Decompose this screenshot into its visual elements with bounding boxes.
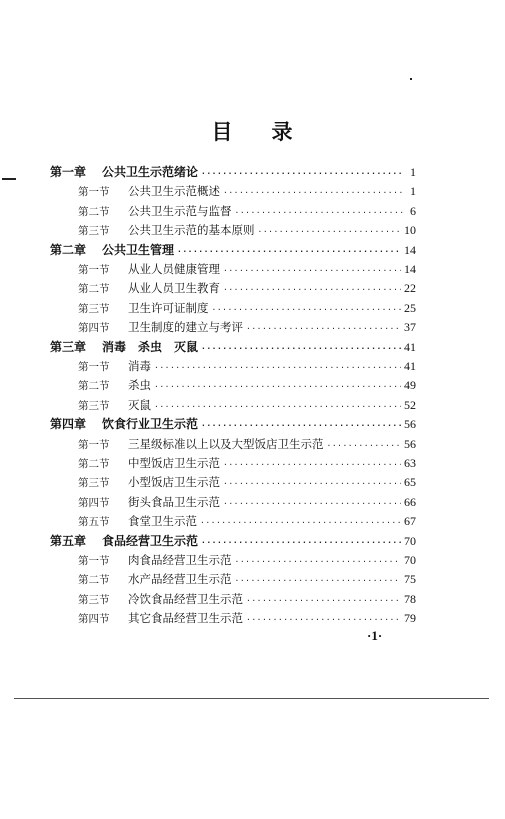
toc-section-row <box>78 320 416 336</box>
toc-section-row <box>78 495 416 511</box>
page-ref: 14 <box>404 262 416 276</box>
section-label: 第五节 <box>78 516 110 528</box>
page-ref: 70 <box>404 534 416 548</box>
leader-dots <box>223 497 401 511</box>
page-ref: 79 <box>404 611 416 625</box>
section-title: 三星级标准以上以及大型饭店卫生示范 <box>128 437 324 451</box>
section-label: 第二节 <box>78 574 110 586</box>
page-ref: 52 <box>404 398 416 412</box>
toc-section-row <box>78 437 416 453</box>
section-label: 第一节 <box>78 555 110 567</box>
toc-section-row <box>78 262 416 278</box>
toc-section-row <box>78 611 416 627</box>
section-title: 从业人员卫生教育 <box>128 281 220 295</box>
page-ref: 6 <box>410 204 416 218</box>
toc-section-row <box>78 592 416 608</box>
toc-chapter-row <box>50 243 416 259</box>
page-ref: 56 <box>404 417 416 431</box>
section-label: 第一节 <box>78 186 110 198</box>
bottom-rule <box>14 698 489 699</box>
toc-section-row <box>78 572 416 588</box>
toc-section-row <box>78 553 416 569</box>
leader-dots <box>200 516 401 530</box>
leader-dots <box>246 594 401 608</box>
leader-dots <box>201 536 401 550</box>
leader-dots <box>258 225 402 239</box>
section-label: 第四节 <box>78 322 110 334</box>
page-ref: 41 <box>404 340 416 354</box>
section-label: 第四节 <box>78 613 110 625</box>
page-ref: 41 <box>404 359 416 373</box>
leader-dots <box>223 283 401 297</box>
leader-dots <box>201 342 401 356</box>
section-title: 公共卫生示范的基本原则 <box>128 223 255 237</box>
leader-dots <box>235 574 402 588</box>
toc-section-row <box>78 223 416 239</box>
section-title: 从业人员健康管理 <box>128 262 220 276</box>
section-label: 第四节 <box>78 497 110 509</box>
scan-mark-left <box>2 178 16 180</box>
toc-chapter-row <box>50 417 416 433</box>
section-label: 第三节 <box>78 225 110 237</box>
page-ref: 25 <box>404 301 416 315</box>
chapter-label: 第一章 <box>50 165 87 179</box>
section-title: 其它食品经营卫生示范 <box>128 611 243 625</box>
section-label: 第一节 <box>78 361 110 373</box>
toc-section-row <box>78 204 416 220</box>
chapter-label: 第三章 <box>50 340 87 354</box>
page-ref: 22 <box>404 281 416 295</box>
leader-dots <box>246 322 401 336</box>
leader-dots <box>223 186 403 200</box>
leader-dots <box>223 264 401 278</box>
toc-section-row <box>78 184 416 200</box>
section-title: 卫生制度的建立与考评 <box>128 320 243 334</box>
section-label: 第三节 <box>78 477 110 489</box>
leader-dots <box>154 400 401 414</box>
leader-dots <box>327 439 402 453</box>
leader-dots <box>201 419 401 433</box>
chapter-title: 消毒 杀虫 灭鼠 <box>102 340 199 354</box>
scan-mark-top-right <box>410 78 412 80</box>
page-ref: 10 <box>404 223 416 237</box>
section-label: 第二节 <box>78 458 110 470</box>
page-ref: 65 <box>404 475 416 489</box>
page-ref: 37 <box>404 320 416 334</box>
section-title: 食堂卫生示范 <box>128 514 197 528</box>
section-label: 第一节 <box>78 264 110 276</box>
leader-dots <box>223 477 401 491</box>
toc-section-row <box>78 398 416 414</box>
title-char-2: 录 <box>271 120 294 144</box>
chapter-label: 第四章 <box>50 417 87 431</box>
toc-section-row <box>78 456 416 472</box>
section-title: 杀虫 <box>128 378 151 392</box>
page-ref: 67 <box>404 514 416 528</box>
page-ref: 66 <box>404 495 416 509</box>
section-title: 冷饮食品经营卫生示范 <box>128 592 243 606</box>
page-ref: 78 <box>404 592 416 606</box>
toc-section-row <box>78 301 416 317</box>
section-title: 公共卫生示范与监督 <box>128 204 232 218</box>
page-ref: 49 <box>404 378 416 392</box>
section-label: 第三节 <box>78 594 110 606</box>
section-title: 肉食品经营卫生示范 <box>128 553 232 567</box>
toc-section-row <box>78 359 416 375</box>
section-label: 第二节 <box>78 283 110 295</box>
chapter-label: 第二章 <box>50 243 87 257</box>
toc-chapter-row <box>50 165 416 181</box>
page-number: ·1· <box>367 628 383 643</box>
toc-section-row <box>78 281 416 297</box>
toc-chapter-row <box>50 534 416 550</box>
section-title: 小型饭店卫生示范 <box>128 475 220 489</box>
toc-section-row <box>78 378 416 394</box>
chapter-label: 第五章 <box>50 534 87 548</box>
section-label: 第二节 <box>78 380 110 392</box>
chapter-title: 食品经营卫生示范 <box>102 534 199 548</box>
title-char-1: 目 <box>211 120 234 144</box>
page-ref: 56 <box>404 437 416 451</box>
page-ref: 1 <box>410 165 416 179</box>
leader-dots <box>154 361 401 375</box>
page-ref: 70 <box>404 553 416 567</box>
toc-section-row <box>78 514 416 530</box>
page-ref: 1 <box>410 184 416 198</box>
section-title: 卫生许可证制度 <box>128 301 209 315</box>
section-label: 第三节 <box>78 400 110 412</box>
section-title: 公共卫生示范概述 <box>128 184 220 198</box>
section-title: 中型饭店卫生示范 <box>128 456 220 470</box>
section-label: 第三节 <box>78 303 110 315</box>
leader-dots <box>235 206 404 220</box>
page-title <box>0 116 505 146</box>
section-label: 第一节 <box>78 439 110 451</box>
chapter-title: 公共卫生管理 <box>102 243 175 257</box>
page-ref: 75 <box>404 572 416 586</box>
leader-dots <box>235 555 402 569</box>
section-title: 街头食品卫生示范 <box>128 495 220 509</box>
toc-chapter-row <box>50 340 416 356</box>
leader-dots <box>223 458 401 472</box>
leader-dots <box>154 380 401 394</box>
leader-dots <box>212 303 402 317</box>
leader-dots <box>177 245 401 259</box>
toc-section-row <box>78 475 416 491</box>
leader-dots <box>201 167 403 181</box>
section-title: 消毒 <box>128 359 151 373</box>
chapter-title: 饮食行业卫生示范 <box>102 417 199 431</box>
page-ref: 14 <box>404 243 416 257</box>
section-label: 第二节 <box>78 206 110 218</box>
chapter-title: 公共卫生示范绪论 <box>102 165 199 179</box>
section-title: 水产品经营卫生示范 <box>128 572 232 586</box>
leader-dots <box>246 613 401 627</box>
page-ref: 63 <box>404 456 416 470</box>
section-title: 灭鼠 <box>128 398 151 412</box>
